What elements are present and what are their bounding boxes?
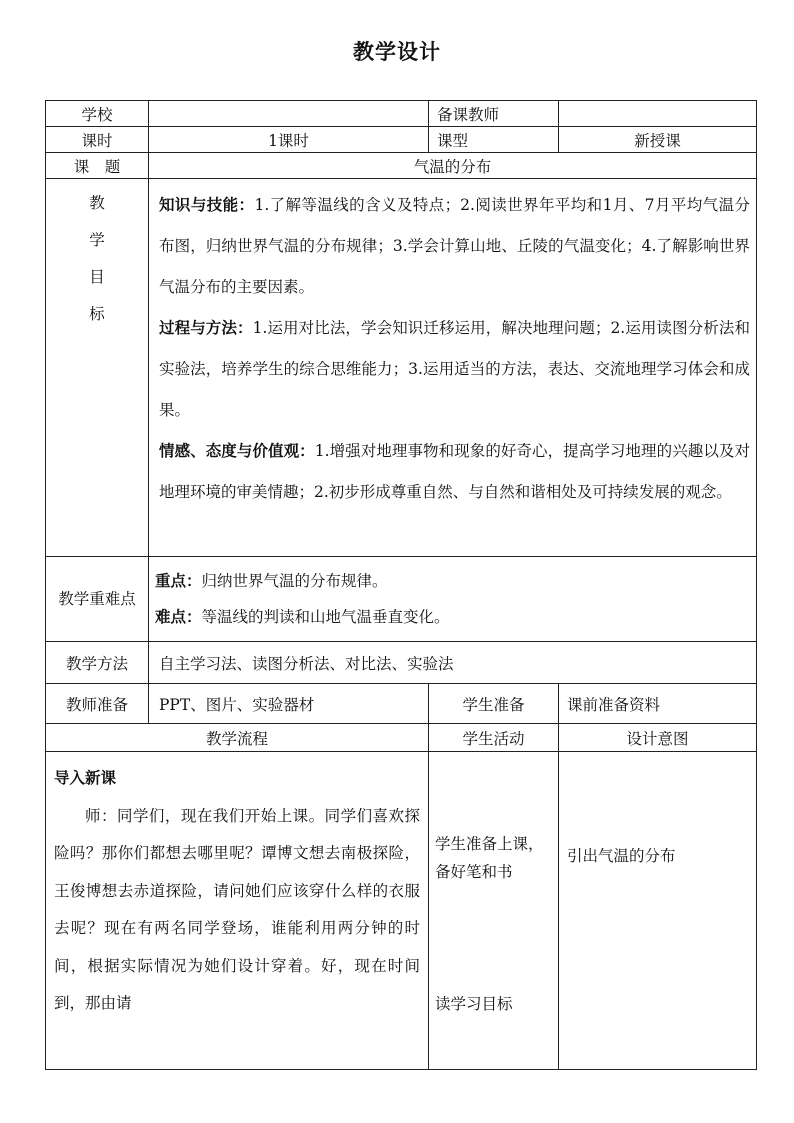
objectives-label-char: 目 (89, 268, 105, 286)
objectives-label (46, 179, 149, 557)
activity-prepare: 学生准备上课，备好笔和书 (435, 835, 544, 881)
process-label: 过程与方法： (159, 319, 253, 337)
knowledge-text: 1.了解等温线的含义及特点；2.阅读世界年平均和1月、7月平均气温分布图，归纳世界气温的分布规律；3.学会计算山地、丘陵的气温变化；4.了解影响世界气温分布的主要因素。 (159, 196, 750, 296)
flow-process-header: 教学流程 (46, 724, 429, 752)
intent-introduce: 引出气温的分布 (567, 847, 676, 865)
difficulty-text: 等温线的判读和山地气温垂直变化。 (201, 608, 450, 626)
page-title: 教学设计 (353, 40, 441, 64)
flow-intent-cell (559, 752, 757, 1070)
flow-activity-cell (429, 752, 559, 1070)
knowledge-objective (159, 185, 750, 308)
emotion-label: 情感、态度与价值观： (159, 442, 315, 460)
key-point-text: 归纳世界气温的分布规律。 (201, 572, 388, 590)
school-label: 学校 (46, 101, 149, 127)
teacher-prep-text: PPT、图片、实验器材 (149, 684, 429, 724)
row-school (46, 101, 757, 127)
teacher-value (559, 101, 757, 127)
teacher-label: 备课教师 (429, 101, 559, 127)
row-flow-content (46, 752, 757, 1070)
key-points-content (149, 557, 757, 642)
row-key-points (46, 557, 757, 642)
row-methods (46, 642, 757, 684)
objectives-label-char: 教 (89, 194, 105, 212)
student-prep-text: 课前准备资料 (559, 684, 757, 724)
student-prep-label: 学生准备 (429, 684, 559, 724)
lesson-plan-table (45, 100, 757, 1070)
difficulty-label: 难点： (155, 608, 202, 626)
emotion-text: 1.增强对地理事物和现象的好奇心，提高学习地理的兴趣以及对地理环境的审美情趣；2.初步形成尊重自然、与自然和谐相处及可持续发展的观念。 (159, 442, 750, 501)
knowledge-label: 知识与技能： (159, 196, 255, 214)
topic-label: 课 题 (46, 153, 149, 179)
key-point-label: 重点： (155, 572, 202, 590)
flow-activity-header: 学生活动 (429, 724, 559, 752)
row-period (46, 127, 757, 153)
row-flow-header (46, 724, 757, 752)
process-text: 1.运用对比法，学会知识迁移运用，解决地理问题；2.运用读图分析法和实验法，培养学生的综合思维能力；3.运用适当的方法，表达、交流地理学习体会和成果。 (159, 319, 750, 419)
flow-paragraph: 师：同学们，现在我们开始上课。同学们喜欢探险吗？那你们都想去哪里呢？谭博文想去南极探险，王俊博想去赤道探险，请问她们应该穿什么样的衣服去呢？现在有两名同学登场，谁能利用两分钟的时间，根据实际情况为她们设计穿着。好，现在时间到，那由请 (54, 806, 420, 1012)
objectives-label-char: 学 (89, 231, 105, 249)
flow-section-title: 导入新课 (54, 769, 117, 787)
type-label: 课型 (429, 127, 559, 153)
methods-text: 自主学习法、读图分析法、对比法、实验法 (149, 642, 757, 684)
type-value: 新授课 (559, 127, 757, 153)
objectives-label-char: 标 (89, 305, 105, 323)
row-prep (46, 684, 757, 724)
period-value: 1课时 (149, 127, 429, 153)
period-label: 课时 (46, 127, 149, 153)
teacher-prep-label: 教师准备 (46, 684, 149, 724)
key-points-label: 教学重难点 (46, 557, 149, 642)
methods-label: 教学方法 (46, 642, 149, 684)
row-objectives (46, 179, 757, 557)
objectives-content (149, 179, 757, 557)
topic-value: 气温的分布 (149, 153, 757, 179)
emotion-objective (159, 431, 750, 513)
key-point (155, 563, 750, 599)
flow-process-cell (46, 752, 429, 1070)
school-value (149, 101, 429, 127)
row-topic (46, 153, 757, 179)
activity-read-goals: 读学习目标 (435, 995, 513, 1013)
process-objective (159, 308, 750, 431)
flow-intent-header: 设计意图 (559, 724, 757, 752)
difficulty-point (155, 599, 750, 635)
